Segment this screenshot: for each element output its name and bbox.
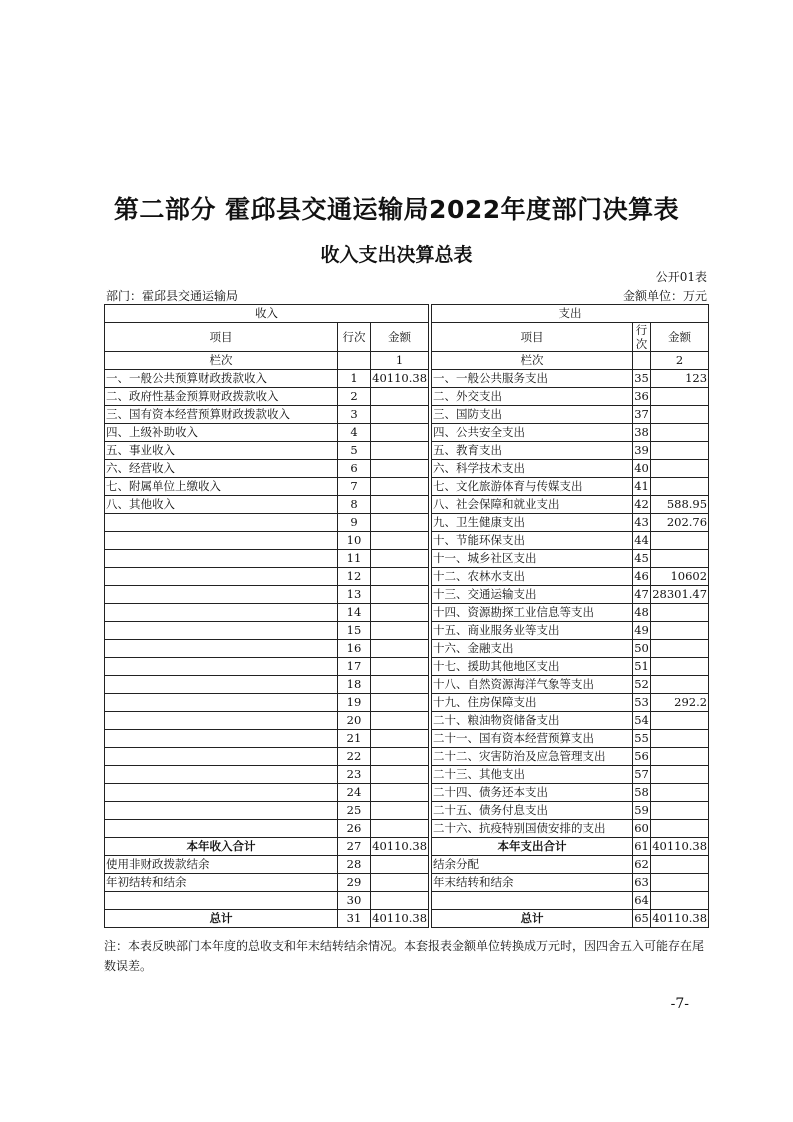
table-row bbox=[105, 442, 709, 460]
income-amount-cell bbox=[371, 442, 429, 460]
expense-row-no-cell: 56 bbox=[633, 748, 651, 766]
income-amount-cell bbox=[371, 892, 429, 910]
expense-amount-cell bbox=[651, 478, 709, 496]
income-section-header: 收入 bbox=[105, 305, 429, 323]
table-row bbox=[105, 676, 709, 694]
income-row-no-cell: 6 bbox=[338, 460, 371, 478]
expense-row-no-cell: 35 bbox=[633, 370, 651, 388]
expense-item-cell: 二十三、其他支出 bbox=[432, 766, 633, 784]
expense-lanci-blank bbox=[633, 352, 651, 370]
income-item-cell: 本年收入合计 bbox=[105, 838, 338, 856]
expense-row-no-cell: 43 bbox=[633, 514, 651, 532]
expense-amount-cell: 10602 bbox=[651, 568, 709, 586]
expense-amount-cell bbox=[651, 874, 709, 892]
income-row-no-cell: 19 bbox=[338, 694, 371, 712]
income-item-cell: 使用非财政拨款结余 bbox=[105, 856, 338, 874]
expense-item-cell: 十五、商业服务业等支出 bbox=[432, 622, 633, 640]
lanci-row bbox=[105, 352, 709, 370]
expense-item-cell: 九、卫生健康支出 bbox=[432, 514, 633, 532]
amount-unit-label: 金额单位：万元 bbox=[622, 289, 707, 303]
expense-row-no-cell: 65 bbox=[633, 910, 651, 928]
expense-row-no-cell: 48 bbox=[633, 604, 651, 622]
income-item-cell bbox=[105, 730, 338, 748]
expense-item-cell: 二、外交支出 bbox=[432, 388, 633, 406]
income-item-cell bbox=[105, 784, 338, 802]
expense-amount-cell bbox=[651, 460, 709, 478]
income-item-cell: 年初结转和结余 bbox=[105, 874, 338, 892]
expense-row-no-cell: 59 bbox=[633, 802, 651, 820]
income-amount-cell bbox=[371, 550, 429, 568]
income-item-cell: 总计 bbox=[105, 910, 338, 928]
expense-item-cell: 十六、金融支出 bbox=[432, 640, 633, 658]
income-item-cell bbox=[105, 748, 338, 766]
table-row bbox=[105, 424, 709, 442]
income-amount-cell bbox=[371, 532, 429, 550]
expense-amount-cell bbox=[651, 712, 709, 730]
expense-lanci-label: 栏次 bbox=[432, 352, 633, 370]
expense-item-cell bbox=[432, 892, 633, 910]
expense-item-cell: 十九、住房保障支出 bbox=[432, 694, 633, 712]
income-amount-cell bbox=[371, 676, 429, 694]
income-amount-cell bbox=[371, 820, 429, 838]
expense-item-cell: 二十五、债务付息支出 bbox=[432, 802, 633, 820]
department-label: 部门：霍邱县交通运输局 bbox=[106, 289, 239, 303]
table-row bbox=[105, 604, 709, 622]
expense-row-no-cell: 39 bbox=[633, 442, 651, 460]
income-row-no-cell: 2 bbox=[338, 388, 371, 406]
expense-item-cell: 结余分配 bbox=[432, 856, 633, 874]
expense-row-no-cell: 53 bbox=[633, 694, 651, 712]
income-amount-cell bbox=[371, 658, 429, 676]
income-expense-table bbox=[104, 304, 709, 928]
income-item-cell bbox=[105, 676, 338, 694]
income-item-cell bbox=[105, 514, 338, 532]
income-row-no-cell: 10 bbox=[338, 532, 371, 550]
income-item-cell: 二、政府性基金预算财政拨款收入 bbox=[105, 388, 338, 406]
expense-amount-cell bbox=[651, 388, 709, 406]
income-row-no-cell: 31 bbox=[338, 910, 371, 928]
expense-item-cell: 八、社会保障和就业支出 bbox=[432, 496, 633, 514]
income-row-no-cell: 11 bbox=[338, 550, 371, 568]
income-row-no-cell: 29 bbox=[338, 874, 371, 892]
income-item-cell bbox=[105, 820, 338, 838]
income-amount-cell bbox=[371, 694, 429, 712]
expense-item-cell: 年末结转和结余 bbox=[432, 874, 633, 892]
income-amount-cell bbox=[371, 730, 429, 748]
expense-item-cell: 十、节能环保支出 bbox=[432, 532, 633, 550]
expense-item-cell: 七、文化旅游体育与传媒支出 bbox=[432, 478, 633, 496]
expense-row-no-cell: 38 bbox=[633, 424, 651, 442]
table-row bbox=[105, 802, 709, 820]
expense-row-no-cell: 42 bbox=[633, 496, 651, 514]
income-amount-cell bbox=[371, 640, 429, 658]
expense-item-cell: 五、教育支出 bbox=[432, 442, 633, 460]
expense-row-no-cell: 50 bbox=[633, 640, 651, 658]
income-amount-cell bbox=[371, 586, 429, 604]
income-amount-cell: 40110.38 bbox=[371, 370, 429, 388]
income-item-cell bbox=[105, 658, 338, 676]
expense-row-no-cell: 57 bbox=[633, 766, 651, 784]
income-amount-cell bbox=[371, 478, 429, 496]
expense-item-cell: 六、科学技术支出 bbox=[432, 460, 633, 478]
expense-amount-cell bbox=[651, 730, 709, 748]
income-amount-header: 金额 bbox=[371, 323, 429, 352]
income-row-no-cell: 24 bbox=[338, 784, 371, 802]
income-row-no-cell: 26 bbox=[338, 820, 371, 838]
page-number: -7- bbox=[670, 996, 689, 1012]
table-row bbox=[105, 550, 709, 568]
income-row-no-cell: 27 bbox=[338, 838, 371, 856]
expense-row-no-cell: 52 bbox=[633, 676, 651, 694]
income-lanci-blank bbox=[338, 352, 371, 370]
income-row-no-cell: 28 bbox=[338, 856, 371, 874]
table-row bbox=[105, 568, 709, 586]
expense-item-cell: 二十六、抗疫特别国债安排的支出 bbox=[432, 820, 633, 838]
expense-amount-cell: 40110.38 bbox=[651, 910, 709, 928]
expense-item-cell: 十八、自然资源海洋气象等支出 bbox=[432, 676, 633, 694]
income-item-cell bbox=[105, 766, 338, 784]
expense-amount-cell bbox=[651, 406, 709, 424]
expense-row-no-cell: 61 bbox=[633, 838, 651, 856]
income-row-no-cell: 1 bbox=[338, 370, 371, 388]
expense-row-no-cell: 45 bbox=[633, 550, 651, 568]
footnote: 注：本表反映部门本年度的总收支和年末结转结余情况。本套报表金额单位转换成万元时，因四舍五入可能存在尾数误差。 bbox=[104, 939, 705, 973]
expense-lanci-no: 2 bbox=[651, 352, 709, 370]
expense-amount-cell bbox=[651, 748, 709, 766]
expense-item-cell: 总计 bbox=[432, 910, 633, 928]
expense-item-cell: 三、国防支出 bbox=[432, 406, 633, 424]
table-row bbox=[105, 640, 709, 658]
income-item-header: 项目 bbox=[105, 323, 338, 352]
table-row bbox=[105, 694, 709, 712]
expense-amount-cell: 202.76 bbox=[651, 514, 709, 532]
expense-amount-cell: 292.2 bbox=[651, 694, 709, 712]
expense-amount-cell bbox=[651, 604, 709, 622]
expense-item-cell: 十二、农林水支出 bbox=[432, 568, 633, 586]
expense-row-no-cell: 63 bbox=[633, 874, 651, 892]
income-amount-cell bbox=[371, 622, 429, 640]
table-row bbox=[105, 586, 709, 604]
income-row-no-cell: 22 bbox=[338, 748, 371, 766]
expense-row-no-cell: 47 bbox=[633, 586, 651, 604]
income-row-no-cell: 4 bbox=[338, 424, 371, 442]
expense-amount-cell bbox=[651, 532, 709, 550]
table-row bbox=[105, 532, 709, 550]
expense-item-cell: 二十一、国有资本经营预算支出 bbox=[432, 730, 633, 748]
expense-item-cell: 十四、资源勘探工业信息等支出 bbox=[432, 604, 633, 622]
table-row bbox=[105, 748, 709, 766]
expense-row-no-cell: 36 bbox=[633, 388, 651, 406]
expense-item-cell: 十一、城乡社区支出 bbox=[432, 550, 633, 568]
expense-row-no-cell: 58 bbox=[633, 784, 651, 802]
expense-item-cell: 二十二、灾害防治及应急管理支出 bbox=[432, 748, 633, 766]
expense-amount-cell bbox=[651, 622, 709, 640]
income-item-cell: 三、国有资本经营预算财政拨款收入 bbox=[105, 406, 338, 424]
income-row-no-cell: 21 bbox=[338, 730, 371, 748]
income-item-cell: 五、事业收入 bbox=[105, 442, 338, 460]
section-header-row bbox=[105, 305, 709, 323]
income-item-cell bbox=[105, 550, 338, 568]
expense-row-no-cell: 60 bbox=[633, 820, 651, 838]
table-row bbox=[105, 766, 709, 784]
form-number: 公开01表 bbox=[655, 270, 707, 284]
expense-amount-cell bbox=[651, 766, 709, 784]
income-row-no-cell: 30 bbox=[338, 892, 371, 910]
income-amount-cell bbox=[371, 424, 429, 442]
income-amount-cell bbox=[371, 460, 429, 478]
expense-item-cell: 四、公共安全支出 bbox=[432, 424, 633, 442]
expense-amount-cell: 40110.38 bbox=[651, 838, 709, 856]
expense-row-no-cell: 46 bbox=[633, 568, 651, 586]
income-amount-cell bbox=[371, 496, 429, 514]
income-lanci-label: 栏次 bbox=[105, 352, 338, 370]
expense-row-no-cell: 44 bbox=[633, 532, 651, 550]
expense-item-cell: 二十、粮油物资储备支出 bbox=[432, 712, 633, 730]
expense-row-no-cell: 37 bbox=[633, 406, 651, 424]
expense-row-no-header: 行次 bbox=[633, 323, 651, 352]
income-row-no-cell: 25 bbox=[338, 802, 371, 820]
table-row bbox=[105, 784, 709, 802]
income-amount-cell: 40110.38 bbox=[371, 910, 429, 928]
income-row-no-cell: 20 bbox=[338, 712, 371, 730]
table-row bbox=[105, 658, 709, 676]
expense-amount-cell bbox=[651, 784, 709, 802]
expense-amount-cell bbox=[651, 820, 709, 838]
income-item-cell bbox=[105, 604, 338, 622]
table-row bbox=[105, 622, 709, 640]
expense-amount-cell bbox=[651, 658, 709, 676]
expense-amount-cell: 588.95 bbox=[651, 496, 709, 514]
income-item-cell bbox=[105, 640, 338, 658]
income-item-cell bbox=[105, 892, 338, 910]
income-item-cell: 四、上级补助收入 bbox=[105, 424, 338, 442]
column-header-row bbox=[105, 323, 709, 352]
table-row bbox=[105, 856, 709, 874]
income-amount-cell bbox=[371, 568, 429, 586]
income-amount-cell bbox=[371, 388, 429, 406]
expense-amount-cell bbox=[651, 550, 709, 568]
table-row bbox=[105, 838, 709, 856]
income-row-no-cell: 14 bbox=[338, 604, 371, 622]
income-row-no-header: 行次 bbox=[338, 323, 371, 352]
income-row-no-cell: 15 bbox=[338, 622, 371, 640]
expense-row-no-cell: 51 bbox=[633, 658, 651, 676]
table-row bbox=[105, 820, 709, 838]
expense-amount-cell bbox=[651, 676, 709, 694]
income-amount-cell bbox=[371, 784, 429, 802]
expense-row-no-cell: 54 bbox=[633, 712, 651, 730]
expense-amount-cell bbox=[651, 640, 709, 658]
income-amount-cell bbox=[371, 406, 429, 424]
income-amount-cell bbox=[371, 874, 429, 892]
table-row bbox=[105, 496, 709, 514]
expense-amount-cell bbox=[651, 892, 709, 910]
income-item-cell: 七、附属单位上缴收入 bbox=[105, 478, 338, 496]
expense-item-cell: 二十四、债务还本支出 bbox=[432, 784, 633, 802]
expense-item-cell: 十七、援助其他地区支出 bbox=[432, 658, 633, 676]
income-row-no-cell: 9 bbox=[338, 514, 371, 532]
income-amount-cell: 40110.38 bbox=[371, 838, 429, 856]
income-lanci-no: 1 bbox=[371, 352, 429, 370]
expense-item-cell: 本年支出合计 bbox=[432, 838, 633, 856]
table-row bbox=[105, 370, 709, 388]
income-amount-cell bbox=[371, 514, 429, 532]
expense-amount-cell bbox=[651, 424, 709, 442]
income-row-no-cell: 7 bbox=[338, 478, 371, 496]
income-item-cell bbox=[105, 694, 338, 712]
income-row-no-cell: 23 bbox=[338, 766, 371, 784]
document-title: 第二部分 霍邱县交通运输局2022年度部门决算表 bbox=[113, 195, 680, 224]
table-row bbox=[105, 712, 709, 730]
table-row bbox=[105, 892, 709, 910]
income-row-no-cell: 17 bbox=[338, 658, 371, 676]
income-row-no-cell: 3 bbox=[338, 406, 371, 424]
expense-section-header: 支出 bbox=[432, 305, 709, 323]
income-item-cell: 八、其他收入 bbox=[105, 496, 338, 514]
table-row bbox=[105, 406, 709, 424]
expense-row-no-cell: 55 bbox=[633, 730, 651, 748]
income-item-cell bbox=[105, 532, 338, 550]
table-row bbox=[105, 460, 709, 478]
table-row bbox=[105, 874, 709, 892]
income-item-cell bbox=[105, 568, 338, 586]
table-row bbox=[105, 478, 709, 496]
income-item-cell bbox=[105, 586, 338, 604]
income-item-cell: 一、一般公共预算财政拨款收入 bbox=[105, 370, 338, 388]
income-amount-cell bbox=[371, 766, 429, 784]
expense-row-no-cell: 49 bbox=[633, 622, 651, 640]
table-row bbox=[105, 388, 709, 406]
expense-row-no-cell: 64 bbox=[633, 892, 651, 910]
income-amount-cell bbox=[371, 712, 429, 730]
expense-row-no-cell: 62 bbox=[633, 856, 651, 874]
table-row bbox=[105, 730, 709, 748]
income-amount-cell bbox=[371, 748, 429, 766]
expense-amount-cell bbox=[651, 442, 709, 460]
expense-row-no-cell: 40 bbox=[633, 460, 651, 478]
expense-amount-cell: 123 bbox=[651, 370, 709, 388]
expense-amount-cell bbox=[651, 856, 709, 874]
table-row bbox=[105, 514, 709, 532]
income-item-cell: 六、经营收入 bbox=[105, 460, 338, 478]
income-amount-cell bbox=[371, 856, 429, 874]
expense-item-cell: 一、一般公共服务支出 bbox=[432, 370, 633, 388]
expense-amount-header: 金额 bbox=[651, 323, 709, 352]
income-row-no-cell: 16 bbox=[338, 640, 371, 658]
table-row bbox=[105, 910, 709, 928]
expense-item-header: 项目 bbox=[432, 323, 633, 352]
table-subtitle: 收入支出决算总表 bbox=[320, 244, 473, 266]
expense-amount-cell: 28301.47 bbox=[651, 586, 709, 604]
income-item-cell bbox=[105, 622, 338, 640]
expense-amount-cell bbox=[651, 802, 709, 820]
income-amount-cell bbox=[371, 604, 429, 622]
expense-row-no-cell: 41 bbox=[633, 478, 651, 496]
income-row-no-cell: 18 bbox=[338, 676, 371, 694]
income-row-no-cell: 12 bbox=[338, 568, 371, 586]
income-row-no-cell: 5 bbox=[338, 442, 371, 460]
expense-item-cell: 十三、交通运输支出 bbox=[432, 586, 633, 604]
income-item-cell bbox=[105, 712, 338, 730]
income-row-no-cell: 8 bbox=[338, 496, 371, 514]
income-item-cell bbox=[105, 802, 338, 820]
income-amount-cell bbox=[371, 802, 429, 820]
income-row-no-cell: 13 bbox=[338, 586, 371, 604]
